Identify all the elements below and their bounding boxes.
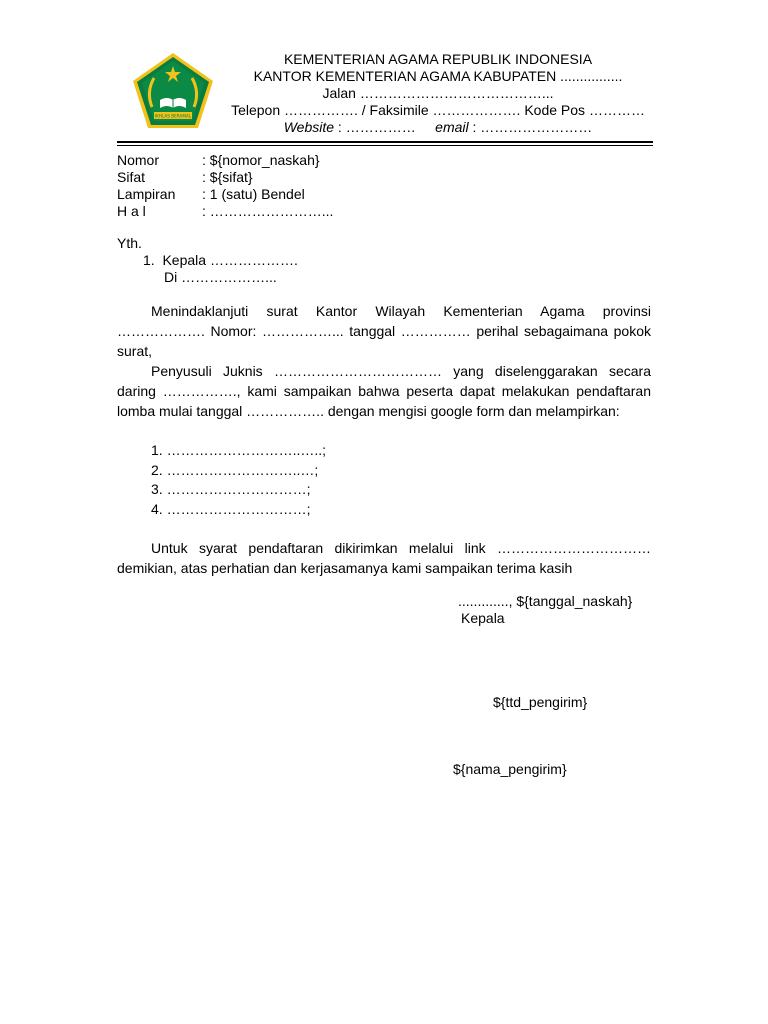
list-item: 1. ………………………..…..;: [151, 442, 327, 458]
list-item: 2. ………………………..…;: [151, 461, 319, 478]
attachment-list: [151, 441, 651, 519]
body-paragraph-1: Menindaklanjuti surat Kantor Wilayah Kementerian Agama provinsi ………………. Nomor: ……………... tanggal …………… perihal sebagaimana pokok surat,: [117, 303, 651, 359]
ministry-name: KEMENTERIAN AGAMA REPUBLIK INDONESIA: [283, 51, 593, 67]
office-name: KANTOR KEMENTERIAN AGAMA KABUPATEN ................: [253, 68, 623, 84]
header-divider-thin: [117, 145, 653, 146]
meta-row-lampiran: Lampiran : 1 (satu) Bendel: [117, 186, 305, 202]
list-item: 4. …………………………;: [151, 500, 311, 517]
meta-row-nomor: Nomor : ${nomor_naskah}: [117, 152, 320, 168]
svg-text:IKHLAS BERAMAL: IKHLAS BERAMAL: [154, 113, 192, 119]
phone-line: Telepon ……………. / Faksimile ………………. Kode Pos …………: [231, 102, 645, 118]
letter-body: [117, 301, 651, 578]
list-item: 3. …………………………;: [151, 481, 311, 497]
meta-row-hal: H a l : ……………………...: [117, 203, 334, 219]
addressee-item: 1. Kepala ……………….: [143, 252, 298, 268]
signature-title: Kepala: [461, 610, 505, 626]
email-label: email: [435, 119, 469, 135]
website-value: : ……………: [337, 119, 416, 135]
web-email-line: [218, 119, 658, 136]
letter-meta: [117, 152, 333, 220]
address-line: Jalan …………………………………...: [322, 85, 554, 101]
kemenag-logo-icon: [132, 52, 214, 130]
meta-row-sifat: Sifat : ${sifat}: [117, 169, 253, 185]
signature-date: ............., ${tanggal_naskah}: [458, 593, 633, 609]
signer-name: ${nama_pengirim}: [453, 761, 567, 777]
signature-placeholder: ${ttd_pengirim}: [493, 694, 588, 710]
body-paragraph-3: Untuk syarat pendaftaran dikirimkan melalui link ……………………………demikian, atas perhatian dan kerjasamanya kami sampaikan terima kasih: [117, 540, 651, 576]
body-paragraph-2: Penyusuli Juknis ……………………………… yang diselenggarakan secara daring ……………., kami sampaikan bahwa peserta dapat melakukan pendaftaran lomba mulai tanggal …………….. dengan mengisi google form dan melampirkan:: [117, 363, 651, 419]
website-label: Website: [283, 119, 335, 135]
header-divider-thick: [117, 141, 653, 143]
email-value: : ……………………: [472, 119, 593, 135]
letterhead: [218, 51, 658, 136]
addressee-location: Di ………………...: [164, 269, 277, 285]
addressee: [117, 235, 652, 286]
yth-label: Yth.: [117, 235, 142, 251]
